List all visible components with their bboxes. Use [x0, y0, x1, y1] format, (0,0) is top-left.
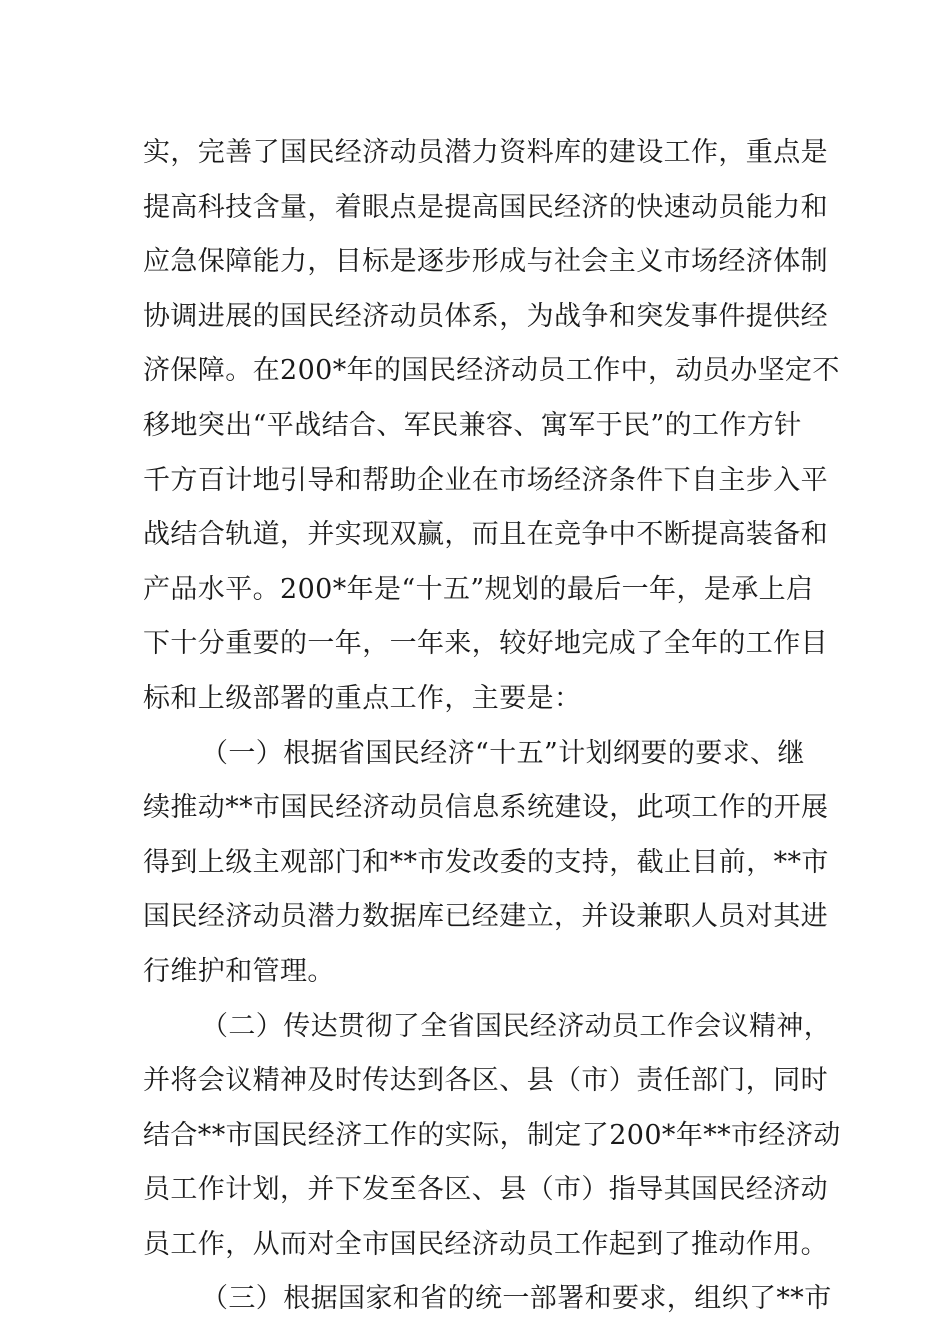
paragraph-start-line: （二）传达贯彻了全省国民经济动员工作会议精神，: [201, 1010, 832, 1042]
text-line: 下十分重要的一年，一年来，较好地完成了全年的工作目: [143, 628, 828, 660]
text-line: 提高科技含量，着眼点是提高国民经济的快速动员能力和: [143, 191, 828, 223]
text-line: 行维护和管理。: [143, 955, 335, 987]
text-line: 千方百计地引导和帮助企业在市场经济条件下自主步入平: [143, 464, 828, 496]
text-line: 并将会议精神及时传达到各区、县（市）责任部门，同时: [143, 1065, 828, 1097]
text-line: 标和上级部署的重点工作，主要是：: [143, 682, 582, 714]
text-line: 实，完善了国民经济动员潜力资料库的建设工作，重点是: [143, 137, 828, 168]
text-line: 应急保障能力，目标是逐步形成与社会主义市场经济体制: [143, 246, 828, 278]
text-line: 协调进展的国民经济动员体系，为战争和突发事件提供经: [143, 300, 828, 332]
text-line: 结合**市国民经济工作的实际，制定了200*年**市经济动: [143, 1119, 841, 1151]
text-line: 产品水平。200*年是“十五”规划的最后一年，是承上启: [143, 573, 814, 605]
document-body: [143, 126, 841, 1327]
text-line: 续推动**市国民经济动员信息系统建设，此项工作的开展: [143, 792, 829, 824]
text-line: 得到上级主观部门和**市发改委的支持，截止目前，**市: [143, 846, 829, 878]
paragraph-start-line: （三）根据国家和省的统一部署和要求，组织了**市: [201, 1283, 832, 1315]
text-line: 国民经济动员潜力数据库已经建立，并设兼职人员对其进: [143, 901, 828, 933]
paragraph-start-line: （一）根据省国民经济“十五”计划纲要的要求、继: [201, 737, 805, 769]
text-line: 员工作计划，并下发至各区、县（市）指导其国民经济动: [143, 1174, 828, 1206]
text-line: 济保障。在200*年的国民经济动员工作中，动员办坚定不: [143, 355, 840, 387]
text-line: 移地突出“平战结合、军民兼容、寓军于民”的工作方针: [143, 409, 802, 441]
text-line: 员工作，从而对全市国民经济动员工作起到了推动作用。: [143, 1228, 828, 1260]
text-line: 战结合轨道，并实现双赢，而且在竞争中不断提高装备和: [143, 519, 828, 551]
